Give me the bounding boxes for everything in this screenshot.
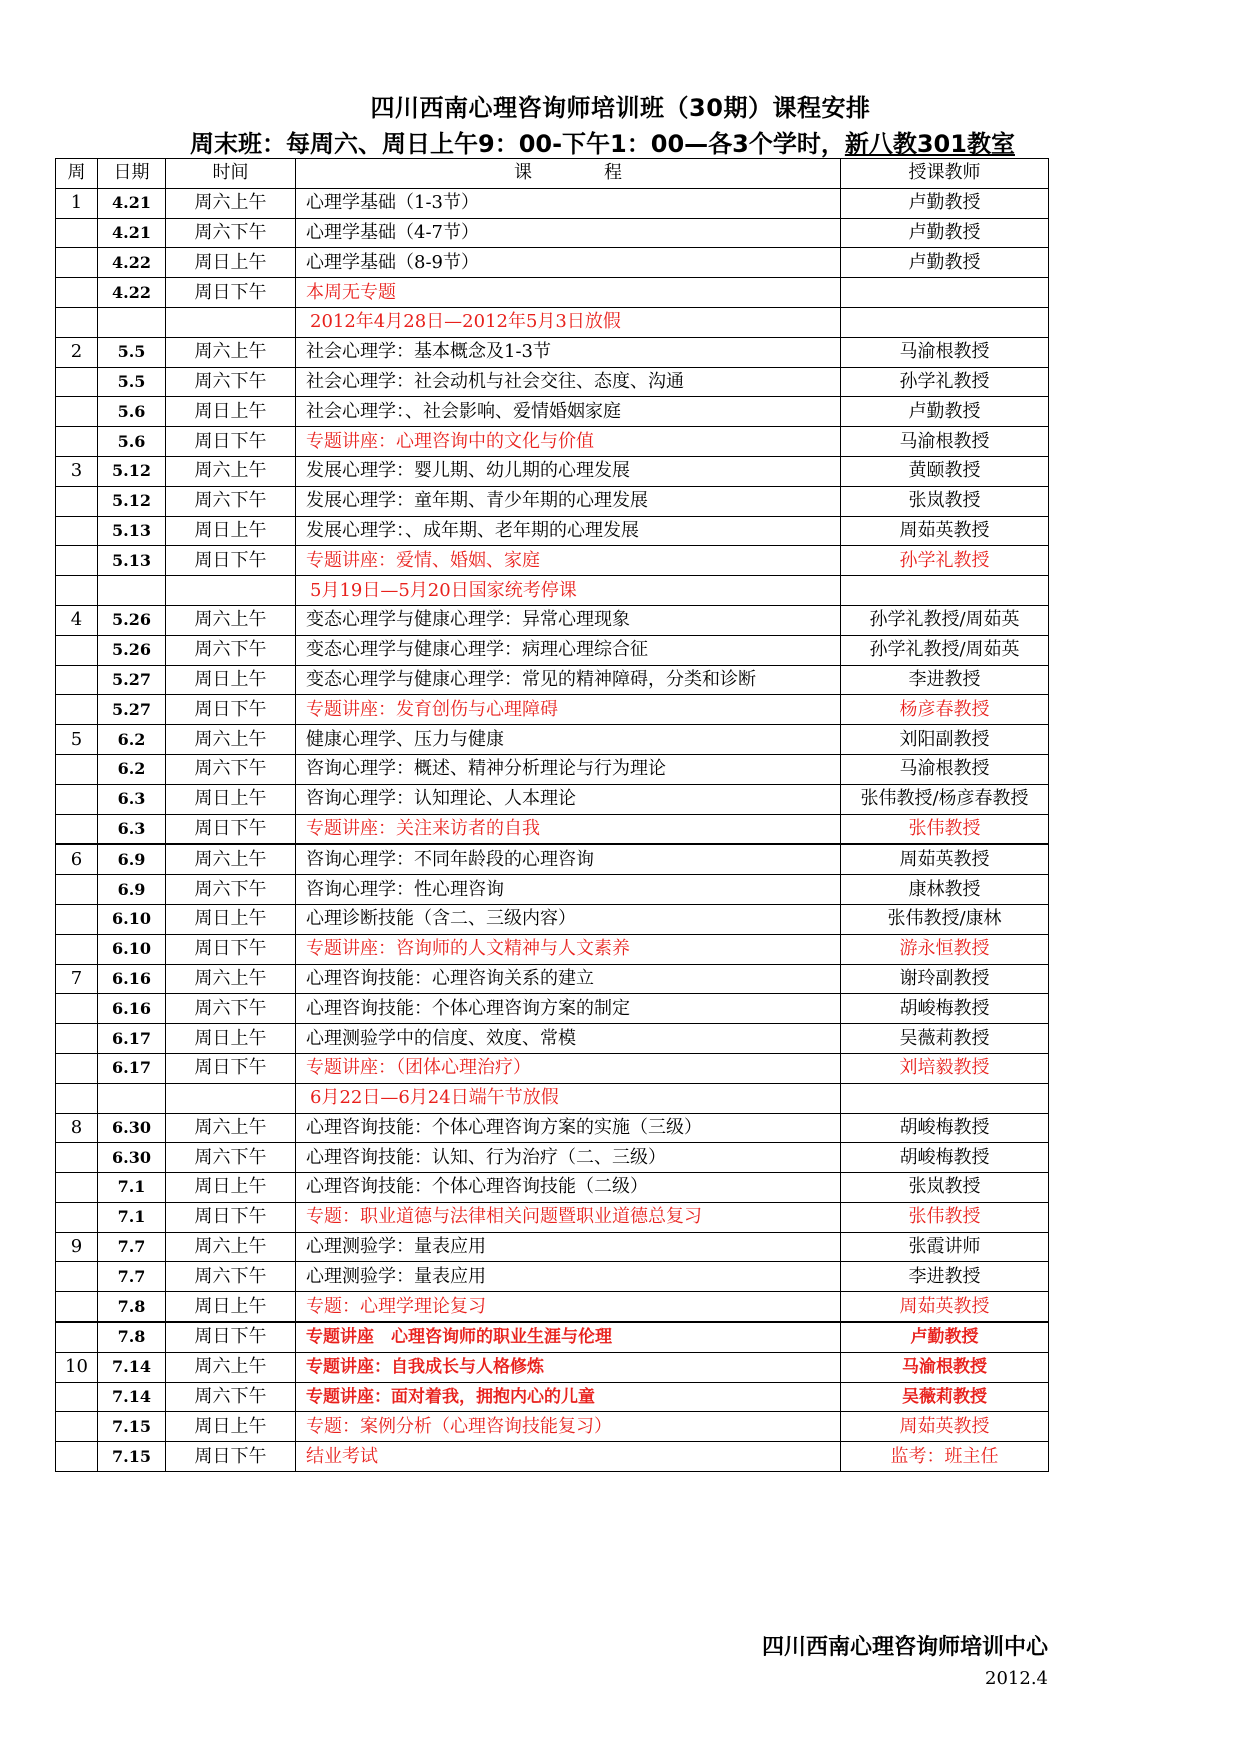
cell-week: 5 <box>56 725 98 755</box>
cell-date: 6.16 <box>98 964 166 994</box>
table-row <box>56 1173 1049 1203</box>
cell-week <box>56 486 98 516</box>
cell-week <box>56 994 98 1024</box>
cell-time: 周六下午 <box>166 218 296 248</box>
cell-date: 7.8 <box>98 1322 166 1352</box>
cell-course: 发展心理学：、成年期、老年期的心理发展 <box>296 516 841 546</box>
cell-teacher: 周茹英教授 <box>841 844 1049 874</box>
subtitle-schedule: 周末班：每周六、周日上午9：00-下午1：00—各3个学时， <box>190 130 845 158</box>
cell-teacher: 张伟教授 <box>841 814 1049 844</box>
cell-course: 社会心理学：基本概念及1-3节 <box>296 337 841 367</box>
cell-date <box>98 1083 166 1113</box>
cell-teacher: 张岚教授 <box>841 1173 1049 1203</box>
table-row <box>56 605 1049 635</box>
cell-date: 7.15 <box>98 1442 166 1472</box>
cell-week <box>56 814 98 844</box>
cell-time <box>166 576 296 606</box>
cell-date: 6.10 <box>98 904 166 934</box>
table-row <box>56 1232 1049 1262</box>
cell-course: 2012年4月28日—2012年5月3日放假 <box>296 307 841 337</box>
cell-time: 周六下午 <box>166 367 296 397</box>
table-row <box>56 1442 1049 1472</box>
cell-teacher: 张霞讲师 <box>841 1232 1049 1262</box>
cell-teacher: 谢玲副教授 <box>841 964 1049 994</box>
cell-course: 变态心理学与健康心理学：异常心理现象 <box>296 605 841 635</box>
cell-teacher: 张伟教授/杨彦春教授 <box>841 784 1049 814</box>
cell-date: 6.17 <box>98 1053 166 1083</box>
cell-date: 6.10 <box>98 934 166 964</box>
cell-time: 周六上午 <box>166 844 296 874</box>
cell-week <box>56 1053 98 1083</box>
cell-date: 4.21 <box>98 218 166 248</box>
cell-teacher: 马渝根教授 <box>841 1352 1049 1382</box>
cell-time <box>166 307 296 337</box>
cell-date: 6.2 <box>98 725 166 755</box>
cell-course: 发展心理学：婴儿期、幼儿期的心理发展 <box>296 456 841 486</box>
cell-course: 健康心理学、压力与健康 <box>296 725 841 755</box>
cell-teacher: 孙学礼教授/周茹英 <box>841 605 1049 635</box>
cell-course: 咨询心理学：概述、精神分析理论与行为理论 <box>296 754 841 784</box>
table-row <box>56 875 1049 905</box>
cell-course: 专题：心理学理论复习 <box>296 1292 841 1322</box>
table-row <box>56 754 1049 784</box>
cell-teacher: 李进教授 <box>841 1262 1049 1292</box>
cell-teacher: 张伟教授/康林 <box>841 904 1049 934</box>
table-row <box>56 665 1049 695</box>
cell-time: 周日上午 <box>166 516 296 546</box>
cell-teacher: 马渝根教授 <box>841 427 1049 457</box>
cell-teacher: 周茹英教授 <box>841 516 1049 546</box>
cell-date <box>98 576 166 606</box>
page-title: 四川西南心理咨询师培训班（30期）课程安排 <box>370 94 871 122</box>
cell-time: 周六上午 <box>166 605 296 635</box>
cell-teacher <box>841 307 1049 337</box>
cell-course: 专题讲座：咨询师的人文精神与人文素养 <box>296 934 841 964</box>
cell-date: 5.13 <box>98 546 166 576</box>
cell-date: 7.1 <box>98 1202 166 1232</box>
cell-teacher: 胡峻梅教授 <box>841 1143 1049 1173</box>
cell-date: 7.14 <box>98 1382 166 1412</box>
cell-teacher: 吴薇莉教授 <box>841 1024 1049 1054</box>
cell-course: 专题讲座：爱情、婚姻、家庭 <box>296 546 841 576</box>
cell-time: 周六上午 <box>166 1352 296 1382</box>
cell-time: 周日下午 <box>166 1202 296 1232</box>
cell-date: 6.3 <box>98 784 166 814</box>
cell-teacher: 卢勤教授 <box>841 1322 1049 1352</box>
cell-date: 6.3 <box>98 814 166 844</box>
cell-teacher <box>841 278 1049 308</box>
cell-course: 变态心理学与健康心理学：常见的精神障碍，分类和诊断 <box>296 665 841 695</box>
cell-teacher: 黄颐教授 <box>841 456 1049 486</box>
table-row-notice <box>56 576 1049 606</box>
table-row <box>56 1292 1049 1322</box>
cell-time: 周日下午 <box>166 1322 296 1352</box>
table-row-notice <box>56 1083 1049 1113</box>
cell-time: 周六上午 <box>166 1232 296 1262</box>
cell-date: 6.17 <box>98 1024 166 1054</box>
subtitle-classroom: 新八教301教室 <box>844 130 1015 158</box>
cell-course: 专题讲座：发育创伤与心理障碍 <box>296 695 841 725</box>
page-subtitle <box>190 124 1070 159</box>
cell-date: 6.9 <box>98 875 166 905</box>
cell-date: 6.30 <box>98 1143 166 1173</box>
cell-week <box>56 516 98 546</box>
cell-week <box>56 635 98 665</box>
cell-course: 专题：职业道德与法律相关问题暨职业道德总复习 <box>296 1202 841 1232</box>
cell-course: 专题讲座：自我成长与人格修炼 <box>296 1352 841 1382</box>
table-row <box>56 964 1049 994</box>
cell-course: 社会心理学：、社会影响、爱情婚姻家庭 <box>296 397 841 427</box>
cell-week <box>56 576 98 606</box>
cell-course: 变态心理学与健康心理学：病理心理综合征 <box>296 635 841 665</box>
cell-date: 5.27 <box>98 665 166 695</box>
organization-name: 四川西南心理咨询师培训中心 <box>761 1635 1048 1660</box>
cell-course: 心理学基础（1-3节） <box>296 188 841 218</box>
cell-week <box>56 1322 98 1352</box>
table-row <box>56 1322 1049 1352</box>
cell-week <box>56 665 98 695</box>
document-date: 2012.4 <box>985 1668 1048 1689</box>
header-time: 时间 <box>166 159 296 189</box>
cell-week <box>56 1083 98 1113</box>
cell-teacher: 康林教授 <box>841 875 1049 905</box>
cell-week: 8 <box>56 1113 98 1143</box>
cell-teacher: 游永恒教授 <box>841 934 1049 964</box>
cell-teacher: 孙学礼教授 <box>841 367 1049 397</box>
cell-time: 周日上午 <box>166 1292 296 1322</box>
table-row <box>56 367 1049 397</box>
cell-teacher: 胡峻梅教授 <box>841 994 1049 1024</box>
cell-teacher: 马渝根教授 <box>841 754 1049 784</box>
cell-date: 6.9 <box>98 844 166 874</box>
cell-date: 7.7 <box>98 1232 166 1262</box>
cell-week <box>56 1442 98 1472</box>
cell-date: 4.22 <box>98 248 166 278</box>
cell-time: 周六上午 <box>166 964 296 994</box>
cell-week: 6 <box>56 844 98 874</box>
table-row <box>56 456 1049 486</box>
cell-week <box>56 1292 98 1322</box>
cell-date: 5.12 <box>98 486 166 516</box>
cell-teacher: 卢勤教授 <box>841 188 1049 218</box>
cell-course: 发展心理学：童年期、青少年期的心理发展 <box>296 486 841 516</box>
table-row <box>56 1143 1049 1173</box>
cell-time: 周日上午 <box>166 784 296 814</box>
cell-teacher: 胡峻梅教授 <box>841 1113 1049 1143</box>
cell-course: 6月22日—6月24日端午节放假 <box>296 1083 841 1113</box>
cell-date: 5.13 <box>98 516 166 546</box>
cell-course: 专题讲座：面对着我，拥抱内心的儿童 <box>296 1382 841 1412</box>
cell-date: 5.12 <box>98 456 166 486</box>
cell-date: 5.26 <box>98 605 166 635</box>
cell-time: 周日下午 <box>166 934 296 964</box>
cell-time: 周六下午 <box>166 875 296 905</box>
table-row <box>56 1412 1049 1442</box>
table-row <box>56 1113 1049 1143</box>
table-row <box>56 427 1049 457</box>
table-row <box>56 934 1049 964</box>
table-row <box>56 1053 1049 1083</box>
cell-course: 咨询心理学：性心理咨询 <box>296 875 841 905</box>
cell-time: 周日上午 <box>166 1024 296 1054</box>
cell-time: 周日下午 <box>166 1053 296 1083</box>
cell-week: 3 <box>56 456 98 486</box>
cell-week <box>56 1262 98 1292</box>
cell-time: 周六下午 <box>166 635 296 665</box>
cell-teacher: 张岚教授 <box>841 486 1049 516</box>
cell-time: 周日下午 <box>166 546 296 576</box>
cell-course: 心理测验学：量表应用 <box>296 1262 841 1292</box>
table-row <box>56 844 1049 874</box>
cell-week <box>56 367 98 397</box>
cell-week <box>56 397 98 427</box>
cell-teacher: 李进教授 <box>841 665 1049 695</box>
cell-teacher: 杨彦春教授 <box>841 695 1049 725</box>
cell-course: 专题讲座：（团体心理治疗） <box>296 1053 841 1083</box>
cell-teacher: 吴薇莉教授 <box>841 1382 1049 1412</box>
schedule-table <box>55 158 1049 1472</box>
cell-date: 6.30 <box>98 1113 166 1143</box>
cell-time: 周六上午 <box>166 456 296 486</box>
cell-date: 7.1 <box>98 1173 166 1203</box>
header-date: 日期 <box>98 159 166 189</box>
cell-date: 5.27 <box>98 695 166 725</box>
cell-course: 心理咨询技能：个体心理咨询方案的实施（三级） <box>296 1113 841 1143</box>
cell-week <box>56 1382 98 1412</box>
cell-teacher: 刘阳副教授 <box>841 725 1049 755</box>
table-row-notice <box>56 307 1049 337</box>
cell-course: 心理诊断技能（含二、三级内容） <box>296 904 841 934</box>
cell-time: 周日下午 <box>166 814 296 844</box>
table-row <box>56 784 1049 814</box>
table-row <box>56 695 1049 725</box>
cell-week: 10 <box>56 1352 98 1382</box>
cell-course: 结业考试 <box>296 1442 841 1472</box>
table-row <box>56 814 1049 844</box>
header-week: 周 <box>56 159 98 189</box>
cell-week: 9 <box>56 1232 98 1262</box>
cell-date: 6.2 <box>98 754 166 784</box>
cell-week: 2 <box>56 337 98 367</box>
cell-week <box>56 754 98 784</box>
table-row <box>56 516 1049 546</box>
cell-course: 专题讲座 心理咨询师的职业生涯与伦理 <box>296 1322 841 1352</box>
cell-time: 周日上午 <box>166 665 296 695</box>
cell-week <box>56 1143 98 1173</box>
table-row <box>56 486 1049 516</box>
cell-course: 本周无专题 <box>296 278 841 308</box>
cell-week <box>56 904 98 934</box>
cell-week: 7 <box>56 964 98 994</box>
table-row <box>56 635 1049 665</box>
cell-teacher <box>841 1083 1049 1113</box>
cell-week <box>56 695 98 725</box>
cell-week <box>56 546 98 576</box>
cell-teacher: 孙学礼教授/周茹英 <box>841 635 1049 665</box>
cell-week <box>56 1024 98 1054</box>
cell-course: 心理测验学中的信度、效度、常模 <box>296 1024 841 1054</box>
cell-teacher: 张伟教授 <box>841 1202 1049 1232</box>
cell-course: 5月19日—5月20日国家统考停课 <box>296 576 841 606</box>
cell-week <box>56 1173 98 1203</box>
table-row <box>56 397 1049 427</box>
cell-time: 周六上午 <box>166 337 296 367</box>
cell-date: 5.5 <box>98 367 166 397</box>
cell-teacher: 周茹英教授 <box>841 1412 1049 1442</box>
cell-date: 7.8 <box>98 1292 166 1322</box>
table-row <box>56 188 1049 218</box>
header-teacher: 授课教师 <box>841 159 1049 189</box>
cell-week: 1 <box>56 188 98 218</box>
cell-course: 专题：案例分析（心理咨询技能复习） <box>296 1412 841 1442</box>
cell-date: 5.6 <box>98 427 166 457</box>
cell-time: 周六上午 <box>166 188 296 218</box>
header-course: 课 程 <box>296 159 841 189</box>
cell-course: 社会心理学：社会动机与社会交往、态度、沟通 <box>296 367 841 397</box>
cell-date: 7.14 <box>98 1352 166 1382</box>
table-header-row <box>56 159 1049 189</box>
cell-week <box>56 875 98 905</box>
cell-course: 心理测验学：量表应用 <box>296 1232 841 1262</box>
cell-week <box>56 248 98 278</box>
cell-date: 5.5 <box>98 337 166 367</box>
cell-date: 7.7 <box>98 1262 166 1292</box>
cell-course: 心理咨询技能：个体心理咨询技能（二级） <box>296 1173 841 1203</box>
cell-time: 周六上午 <box>166 725 296 755</box>
cell-date: 7.15 <box>98 1412 166 1442</box>
cell-time: 周日上午 <box>166 248 296 278</box>
cell-week <box>56 218 98 248</box>
cell-week <box>56 784 98 814</box>
table-row <box>56 218 1049 248</box>
cell-time: 周日下午 <box>166 1442 296 1472</box>
cell-time: 周日上午 <box>166 397 296 427</box>
table-row <box>56 1024 1049 1054</box>
cell-week <box>56 1412 98 1442</box>
cell-week: 4 <box>56 605 98 635</box>
cell-course: 专题讲座：心理咨询中的文化与价值 <box>296 427 841 457</box>
table-row <box>56 1382 1049 1412</box>
table-row <box>56 904 1049 934</box>
table-row <box>56 1262 1049 1292</box>
cell-course: 心理咨询技能：认知、行为治疗（二、三级） <box>296 1143 841 1173</box>
cell-teacher: 孙学礼教授 <box>841 546 1049 576</box>
cell-date <box>98 307 166 337</box>
cell-date: 5.26 <box>98 635 166 665</box>
cell-time: 周日上午 <box>166 1173 296 1203</box>
cell-time: 周六下午 <box>166 1382 296 1412</box>
cell-course: 咨询心理学：不同年龄段的心理咨询 <box>296 844 841 874</box>
cell-teacher: 卢勤教授 <box>841 397 1049 427</box>
table-row <box>56 1352 1049 1382</box>
table-row <box>56 278 1049 308</box>
cell-course: 心理咨询技能：个体心理咨询方案的制定 <box>296 994 841 1024</box>
cell-time: 周六下午 <box>166 1262 296 1292</box>
cell-week <box>56 427 98 457</box>
cell-time: 周日上午 <box>166 904 296 934</box>
cell-course: 心理咨询技能：心理咨询关系的建立 <box>296 964 841 994</box>
cell-week <box>56 1202 98 1232</box>
cell-course: 咨询心理学：认知理论、人本理论 <box>296 784 841 814</box>
cell-time <box>166 1083 296 1113</box>
cell-time: 周六下午 <box>166 1143 296 1173</box>
cell-teacher <box>841 576 1049 606</box>
cell-date: 4.21 <box>98 188 166 218</box>
cell-date: 4.22 <box>98 278 166 308</box>
cell-teacher: 卢勤教授 <box>841 218 1049 248</box>
cell-course: 心理学基础（4-7节） <box>296 218 841 248</box>
cell-teacher: 监考：班主任 <box>841 1442 1049 1472</box>
table-row <box>56 337 1049 367</box>
cell-teacher: 周茹英教授 <box>841 1292 1049 1322</box>
table-row <box>56 546 1049 576</box>
cell-week <box>56 934 98 964</box>
cell-date: 6.16 <box>98 994 166 1024</box>
table-row <box>56 248 1049 278</box>
table-row <box>56 725 1049 755</box>
cell-course: 心理学基础（8-9节） <box>296 248 841 278</box>
cell-time: 周日下午 <box>166 278 296 308</box>
table-row <box>56 994 1049 1024</box>
cell-time: 周日上午 <box>166 1412 296 1442</box>
cell-week <box>56 307 98 337</box>
cell-time: 周日下午 <box>166 427 296 457</box>
cell-teacher: 卢勤教授 <box>841 248 1049 278</box>
cell-time: 周六下午 <box>166 486 296 516</box>
cell-time: 周六下午 <box>166 994 296 1024</box>
cell-teacher: 刘培毅教授 <box>841 1053 1049 1083</box>
cell-week <box>56 278 98 308</box>
cell-course: 专题讲座：关注来访者的自我 <box>296 814 841 844</box>
cell-time: 周六上午 <box>166 1113 296 1143</box>
cell-date: 5.6 <box>98 397 166 427</box>
cell-time: 周日下午 <box>166 695 296 725</box>
cell-teacher: 马渝根教授 <box>841 337 1049 367</box>
cell-time: 周六下午 <box>166 754 296 784</box>
table-row <box>56 1202 1049 1232</box>
